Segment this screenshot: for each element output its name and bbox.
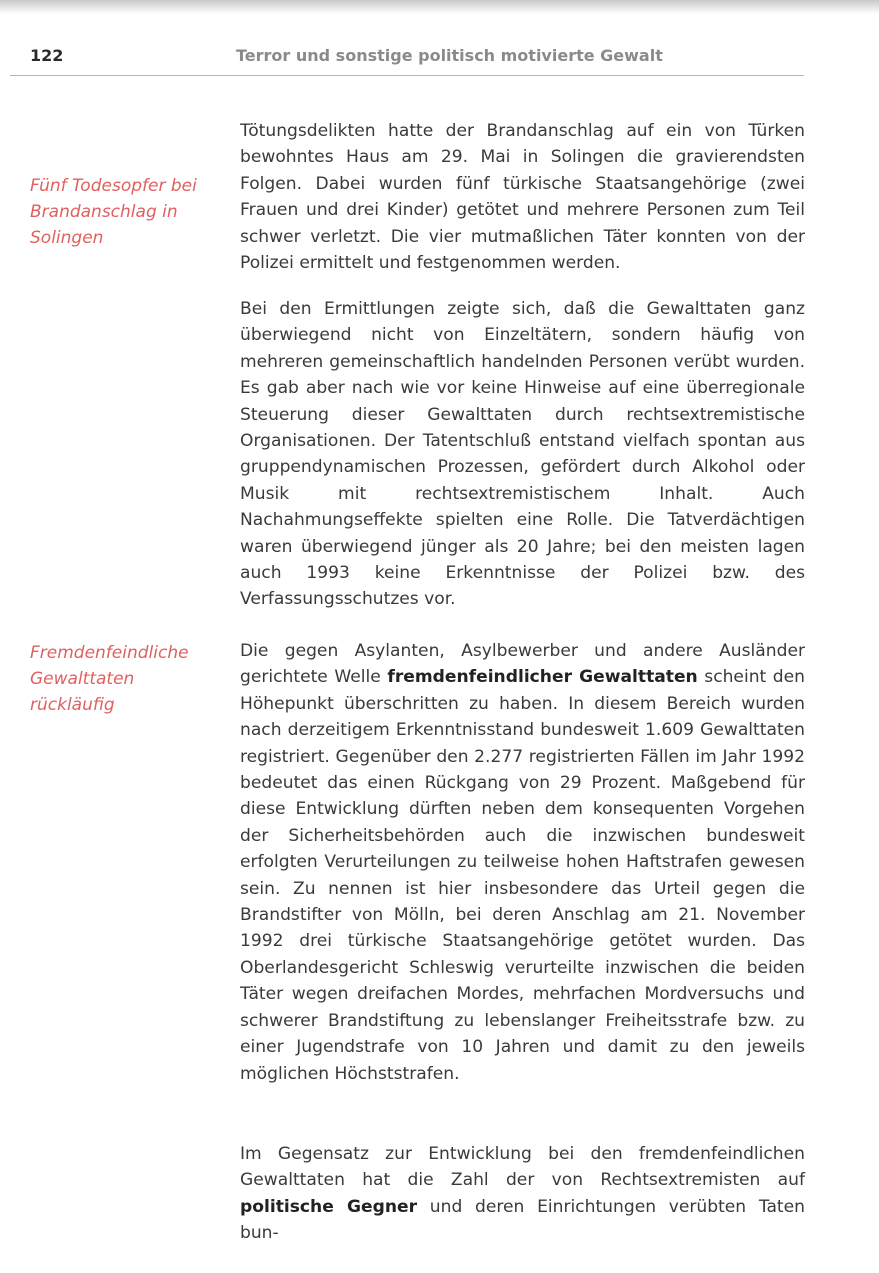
paragraph-4-text-end: und deren Einrichtungen verübten Taten bun-	[240, 1196, 805, 1244]
paragraph-2	[240, 296, 805, 613]
paragraph-1	[240, 118, 805, 276]
paragraph-4-text-start: Im Gegensatz zur Entwicklung bei den fremdenfeindlichen Gewalttaten hat die Zahl der von Rechtsextremisten auf	[240, 1144, 805, 1191]
paragraph-3-text-end: scheint den Höhepunkt überschritten zu haben. In diesem Bereich wurden nach derzeitigem Erkenntnisstand bundesweit 1.609 Gewalttaten registriert. Gegenüber den 2.277 registrierten Fällen im Jahr 1992 bedeutet das einen Rückgang von 29 Prozent. Maßgebend für diese Entwicklung dürften neben dem konsequenten Vorgehen der Sicherheitsbehörden auch die inzwischen bundesweit erfolgten Verurteilungen zu teilweise hohen Haftstrafen gewesen sein. Zu nennen ist hier insbesondere das Urteil gegen die Brandstifter von Mölln, bei deren Anschlag am 21. November 1992 drei türkische Staatsangehörige getötet wurden. Das Oberlandesgericht Schleswig verurteilte inzwischen die beiden Täter wegen dreifachen Mordes, mehrfachen Mordversuchs und schwerer Brandstiftung zu lebenslanger Freiheitsstrafe bzw. zu einer Jugendstrafe von 10 Jahren und damit zu den jeweils möglichen Höchststrafen.	[240, 667, 805, 1084]
paragraph-4-bold-term: politische Gegner	[240, 1196, 418, 1217]
page-number: 122	[30, 46, 64, 65]
header-rule	[10, 75, 804, 76]
margin-note-fremdenfeindliche: Fremdenfeindliche Gewalttaten rückläufig	[30, 643, 189, 715]
paragraph-3	[240, 638, 805, 1087]
paragraph-3-bold-term: fremdenfeindlicher Gewalttaten	[387, 667, 698, 688]
scan-edge-shadow	[0, 0, 879, 14]
paragraph-1-text: Tötungsdelikten hatte der Brandanschlag auf ein von Türken bewohntes Haus am 29. Mai in Solingen die gravierendsten Folgen. Dabei wurden fünf türkische Staatsangehörige (zwei Frauen und drei Kinder) getötet und mehrere Personen zum Teil schwer verletzt. Die vier mutmaßlichen Täter konnten von der Polizei ermittelt und festgenommen werden.	[240, 121, 805, 274]
margin-note-solingen: Fünf Todesopfer bei Brandanschlag in Solingen	[30, 176, 197, 248]
paragraph-3-text-start: Die gegen Asylanten, Asylbewerber und andere Ausländer gerichtete Welle	[240, 641, 805, 688]
paragraph-4	[240, 1141, 805, 1247]
paragraph-2-text: Bei den Ermittlungen zeigte sich, daß die Gewalttaten ganz überwiegend nicht von Einzeltätern, sondern häufig von mehreren gemeinschaftlich handelnden Personen verübt wurden. Es gab aber nach wie vor keine Hinweise auf eine überregionale Steuerung dieser Gewalttaten durch rechtsextremistische Organisationen. Der Tatentschluß entstand vielfach spontan aus gruppendynamischen Prozessen, gefördert durch Alkohol oder Musik mit rechtsextremistischem Inhalt. Auch Nachahmungseffekte spielten eine Rolle. Die Tatverdächtigen waren überwiegend jünger als 20 Jahre; bei den meisten lagen auch 1993 keine Erkenntnisse der Polizei bzw. des Verfassungsschutzes vor.	[240, 299, 805, 610]
running-title: Terror und sonstige politisch motivierte Gewalt	[236, 46, 663, 65]
